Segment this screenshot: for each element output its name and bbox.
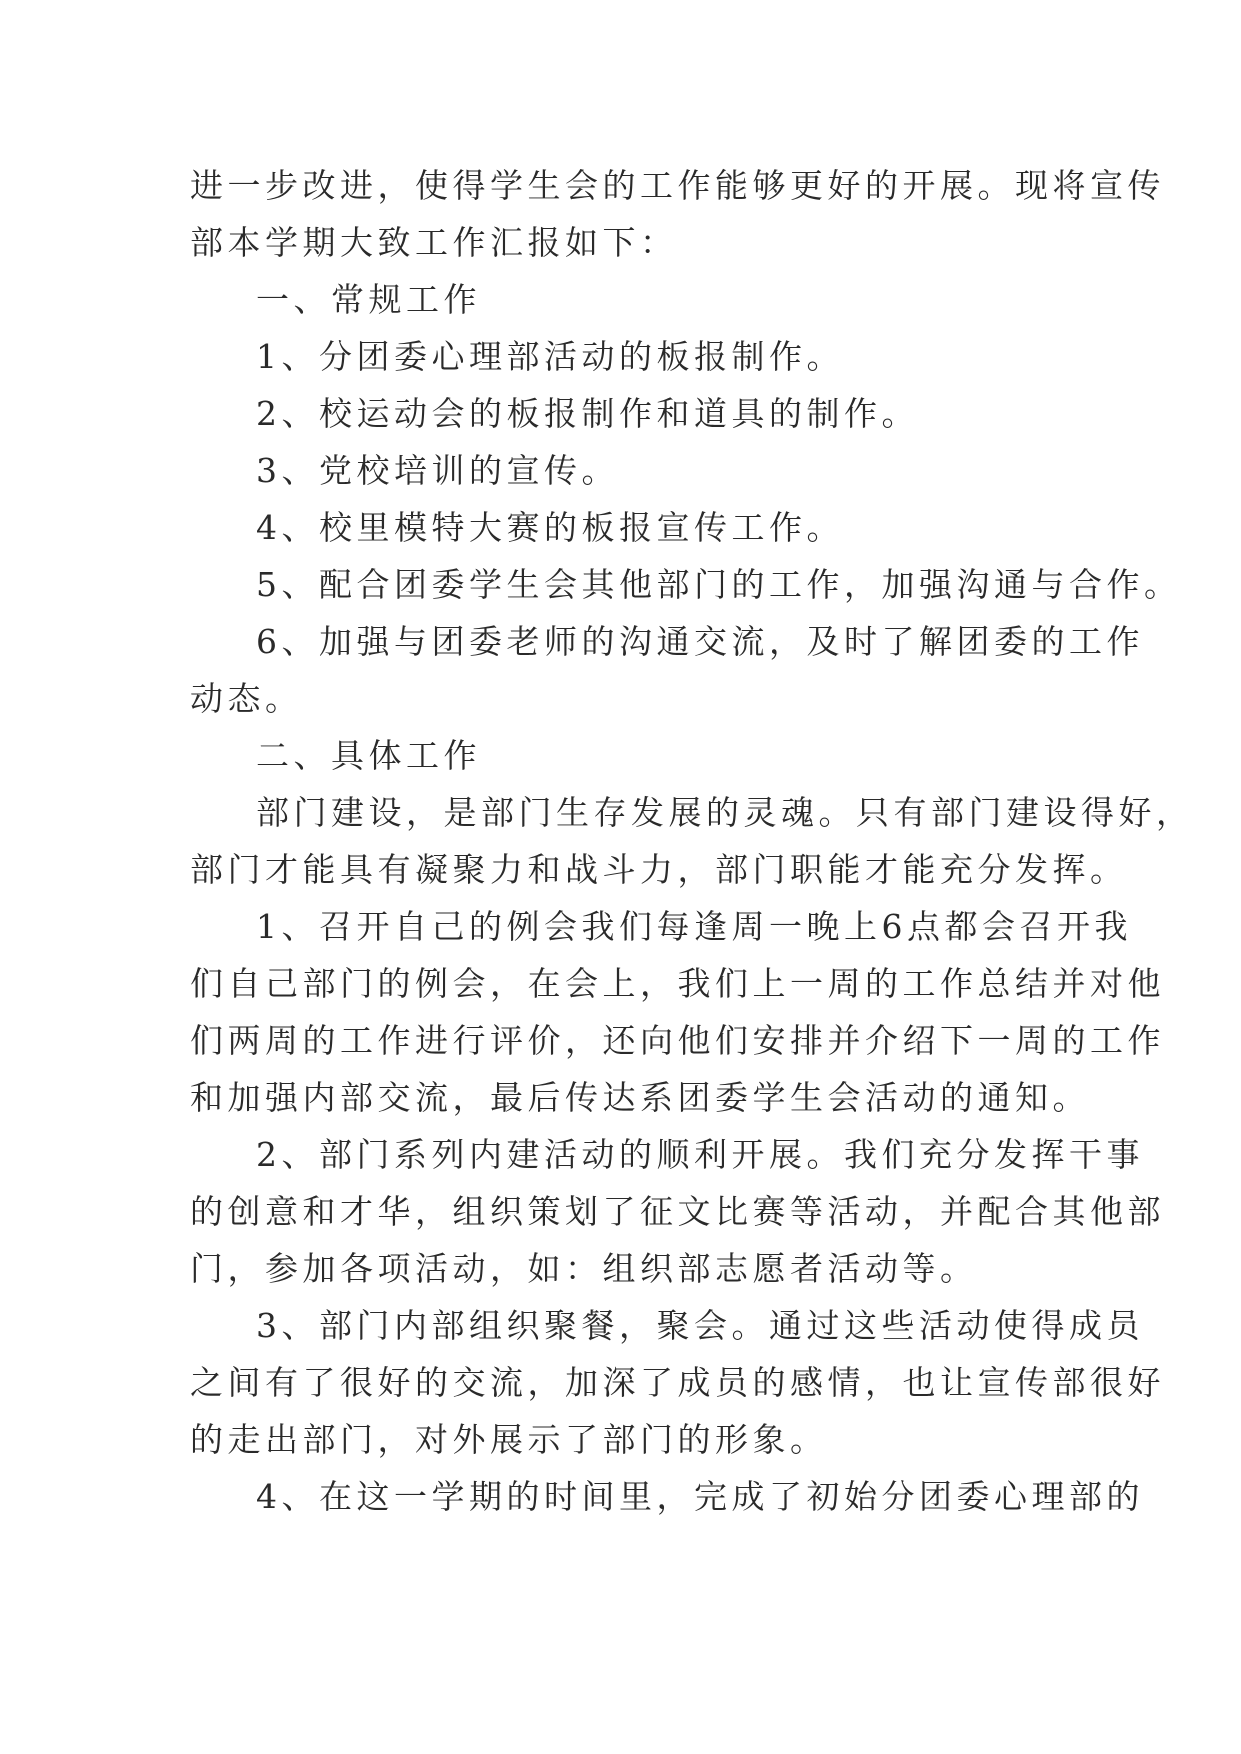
text-line: 动态。 [190, 679, 303, 718]
text-line: 进一步改进，使得学生会的工作能够更好的开展。现将宣传 [190, 166, 1165, 205]
text-line: 部门才能具有凝聚力和战斗力，部门职能才能充分发挥。 [190, 850, 1128, 889]
list-item: 4、校里模特大赛的板报宣传工作。 [256, 508, 844, 547]
list-item: 2、部门系列内建活动的顺利开展。我们充分发挥干事 [256, 1135, 1144, 1174]
section-heading: 二、具体工作 [256, 736, 481, 775]
list-item: 3、党校培训的宣传。 [256, 451, 619, 490]
section-heading: 一、常规工作 [256, 280, 481, 319]
text-line: 部门建设，是部门生存发展的灵魂。只有部门建设得好， [256, 793, 1194, 832]
text-line: 之间有了很好的交流，加深了成员的感情，也让宣传部很好 [190, 1363, 1165, 1402]
list-item: 1、分团委心理部活动的板报制作。 [256, 337, 844, 376]
list-item: 1、召开自己的例会我们每逢周一晚上6点都会召开我 [256, 907, 1132, 946]
text-line: 和加强内部交流，最后传达系团委学生会活动的通知。 [190, 1078, 1090, 1117]
text-line: 的走出部门，对外展示了部门的形象。 [190, 1420, 828, 1459]
text-line: 部本学期大致工作汇报如下： [190, 223, 678, 262]
text-line: 们自己部门的例会，在会上，我们上一周的工作总结并对他 [190, 964, 1165, 1003]
list-item: 5、配合团委学生会其他部门的工作，加强沟通与合作。 [256, 565, 1182, 604]
list-item: 2、校运动会的板报制作和道具的制作。 [256, 394, 919, 433]
text-line: 门，参加各项活动，如：组织部志愿者活动等。 [190, 1249, 978, 1288]
text-line: 的创意和才华，组织策划了征文比赛等活动，并配合其他部 [190, 1192, 1165, 1231]
list-item: 6、加强与团委老师的沟通交流，及时了解团委的工作 [256, 622, 1144, 661]
text-line: 们两周的工作进行评价，还向他们安排并介绍下一周的工作 [190, 1021, 1165, 1060]
list-item: 4、在这一学期的时间里，完成了初始分团委心理部的 [256, 1477, 1144, 1516]
list-item: 3、部门内部组织聚餐，聚会。通过这些活动使得成员 [256, 1306, 1144, 1345]
